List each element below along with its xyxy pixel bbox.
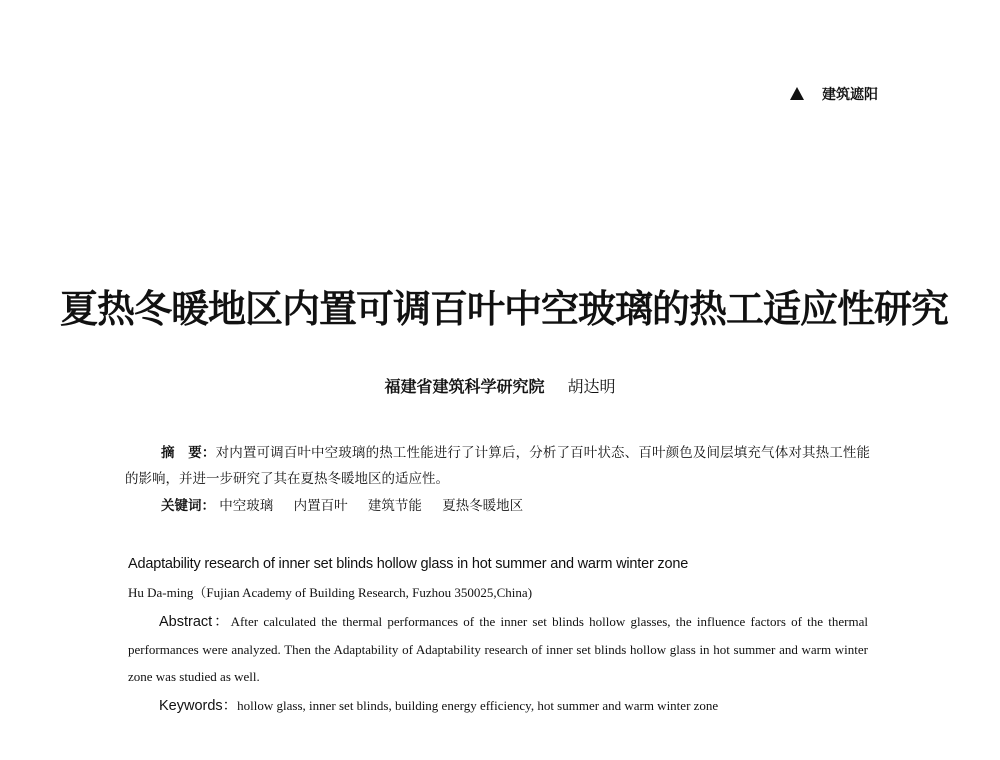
- english-title: Adaptability research of inner set blinds hollow glass in hot summer and warm winter zone: [128, 556, 689, 572]
- keyword-cn: 夏热冬暖地区: [442, 498, 524, 514]
- section-tag-label: 建筑遮阳: [822, 87, 878, 103]
- article-title: 夏热冬暖地区内置可调百叶中空玻璃的热工适应性研究: [60, 286, 949, 331]
- keywords-en: [159, 694, 879, 715]
- author-line: [0, 374, 1000, 397]
- abstract-cn-text: 对内置可调百叶中空玻璃的热工性能进行了计算后，分析了百叶状态、百叶颜色及间层填充气体对其热工性能的影响，并进一步研究了其在夏热冬暖地区的适应性。: [125, 445, 871, 487]
- triangle-icon: [790, 87, 804, 100]
- keyword-cn: 建筑节能: [367, 498, 422, 514]
- abstract-en-text: After calculated the thermal performances of the inner set blinds hollow glasses, the influence factors of the thermal performances were analyzed. Then the Adaptability of Adaptability research of inner set blinds hollow glass in hot summer and warm winter zone was studied as well.: [128, 614, 869, 684]
- abstract-en-label: Abstract：: [159, 614, 231, 630]
- keywords-en-text: hollow glass, inner set blinds, building energy efficiency, hot summer and warm winter zone: [237, 698, 719, 713]
- affiliation: 福建省建筑科学研究院: [384, 377, 545, 396]
- abstract-cn: [125, 440, 870, 492]
- keyword-cn: 内置百叶: [293, 498, 348, 514]
- author-name: 胡达明: [567, 377, 616, 396]
- abstract-en: [128, 608, 868, 690]
- keywords-en-label: Keywords：: [159, 698, 238, 714]
- section-tag: [790, 84, 940, 104]
- keyword-cn: 中空玻璃: [219, 498, 274, 514]
- keywords-cn-label: 关键词：: [161, 498, 215, 514]
- english-author-line: Hu Da-ming（Fujian Academy of Building Research, Fuzhou 350025,China): [128, 585, 533, 600]
- keywords-cn: [161, 495, 881, 517]
- abstract-cn-label: 摘 要：: [161, 445, 216, 461]
